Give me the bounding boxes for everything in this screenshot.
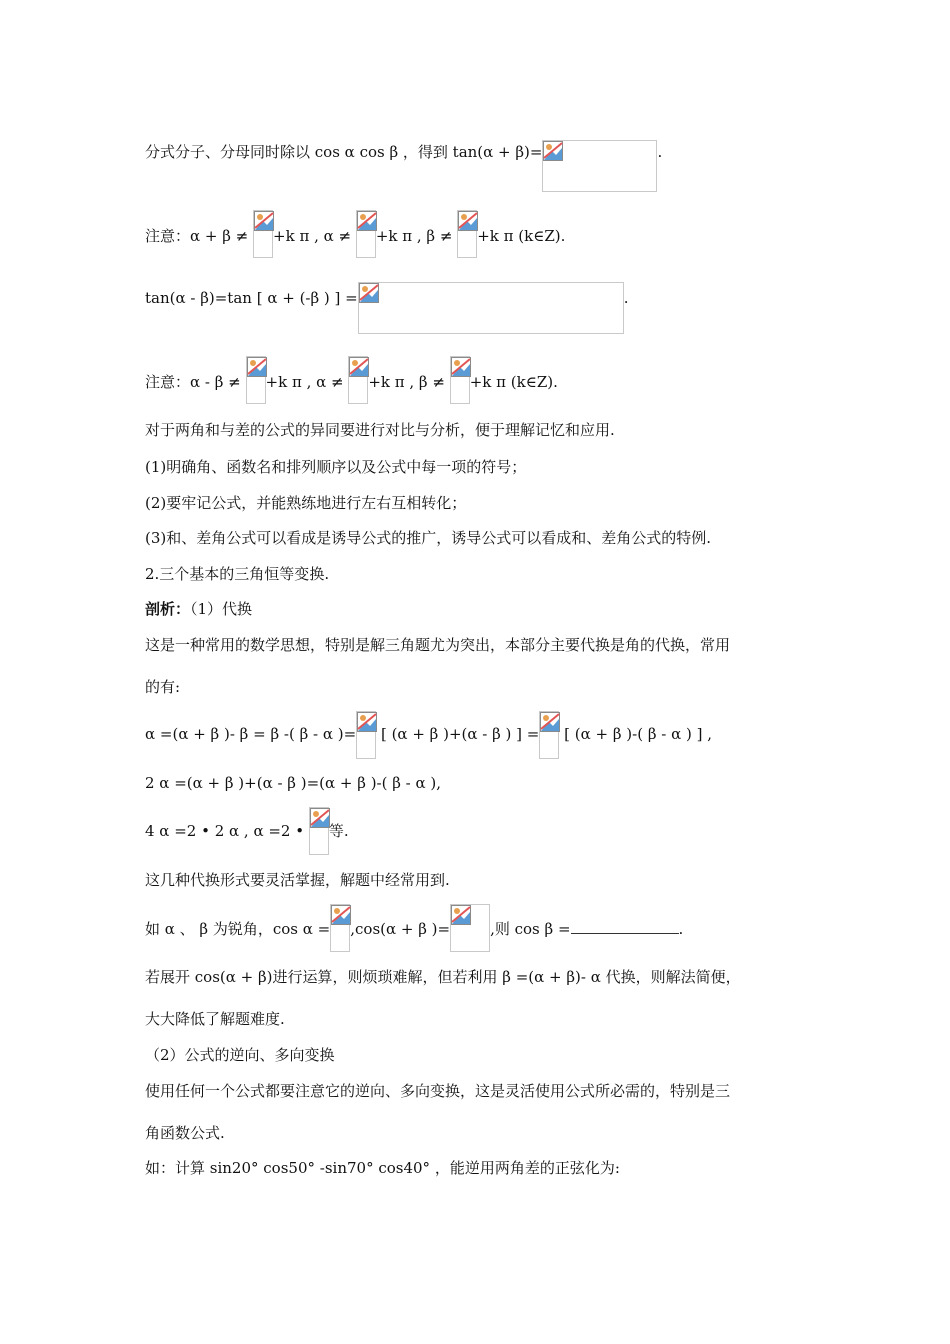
text-segment: [ (α + β )-( β - α ) ] , — [559, 725, 712, 743]
broken-image-icon — [451, 905, 471, 925]
text-line-4 — [145, 370, 558, 394]
text-line-9: 2.三个基本的三角恒等变换. — [145, 565, 330, 583]
broken-image-icon — [357, 712, 377, 732]
text-segment: 如 α 、 β 为锐角，cos α = — [145, 920, 331, 938]
formula-image — [330, 904, 350, 952]
text-line-1 — [145, 140, 662, 164]
text-line-11: 这是一种常用的数学思想，特别是解三角题尤为突出，本部分主要代换是角的代换，常用 — [145, 636, 731, 654]
text-segment: ,则 cos β = — [490, 920, 571, 938]
text-line-16: 这几种代换形式要灵活掌握，解题中经常用到. — [145, 871, 450, 889]
text-line-5: 对于两角和与差的公式的异同要进行对比与分析，便于理解记忆和应用. — [145, 421, 615, 439]
text-segment: +k π (k∈Z). — [469, 373, 558, 391]
text-segment: 注意：α - β ≠ — [145, 373, 246, 391]
formula-image — [356, 210, 376, 258]
broken-image-icon — [331, 905, 351, 925]
text-line-14: 2 α =(α + β )+(α - β )=(α + β )-( β - α ), — [145, 774, 442, 792]
text-line-20: （2）公式的逆向、多向变换 — [145, 1046, 335, 1064]
text-line-19: 大大降低了解题难度. — [145, 1010, 285, 1028]
text-segment: . — [623, 289, 629, 307]
text-segment: α =(α + β )- β = β -( β - α )= — [145, 725, 357, 743]
broken-image-icon — [254, 211, 274, 231]
formula-image — [450, 904, 490, 952]
text-line-10 — [145, 597, 252, 621]
text-line-6: (1)明确角、函数名和排列顺序以及公式中每一项的符号； — [145, 458, 527, 476]
text-segment: [ (α + β )+(α - β ) ] = — [376, 725, 540, 743]
text-line-18: 若展开 cos(α + β)进行运算，则烦琐难解，但若利用 β =(α + β)- α 代换，则解法简便， — [145, 968, 741, 986]
text-segment: tan(α - β)=tan [ α + (-β ) ] = — [145, 289, 358, 307]
broken-image-icon — [349, 357, 369, 377]
formula-image — [356, 711, 376, 759]
text-line-12: 的有: — [145, 678, 181, 696]
broken-image-icon — [247, 357, 267, 377]
broken-image-icon — [543, 141, 563, 161]
formula-image — [246, 356, 266, 404]
broken-image-icon — [458, 211, 478, 231]
formula-image — [542, 140, 657, 192]
text-line-15 — [145, 819, 349, 843]
text-line-21: 使用任何一个公式都要注意它的逆向、多向变换，这是灵活使用公式所必需的，特别是三 — [145, 1082, 731, 1100]
broken-image-icon — [540, 712, 560, 732]
text-line-23: 如：计算 sin20° cos50° -sin70° cos40° ，能逆用两角差的正弦化为: — [145, 1159, 620, 1177]
text-segment: （1）代换 — [190, 600, 253, 618]
text-segment: +k π , α ≠ — [273, 227, 356, 245]
answer-blank — [571, 917, 679, 934]
formula-image — [539, 711, 559, 759]
text-line-7: (2)要牢记公式，并能熟练地进行左右互相转化； — [145, 494, 467, 512]
text-line-17 — [145, 917, 683, 941]
formula-image — [309, 807, 329, 855]
text-segment: ,cos(α + β )= — [350, 920, 451, 938]
broken-image-icon — [357, 211, 377, 231]
text-segment: 4 α =2 • 2 α , α =2 • — [145, 822, 309, 840]
text-segment: +k π , β ≠ — [368, 373, 450, 391]
formula-image — [450, 356, 470, 404]
text-line-3 — [145, 286, 629, 310]
text-segment: +k π , β ≠ — [375, 227, 458, 245]
broken-image-icon — [451, 357, 471, 377]
text-line-2 — [145, 224, 565, 248]
text-segment: +k π , α ≠ — [265, 373, 349, 391]
text-segment: 等. — [328, 822, 349, 840]
text-segment: +k π (k∈Z). — [477, 227, 566, 245]
text-segment: 分式分子、分母同时除以 cos α cos β ，得到 tan(α + β)= — [145, 143, 543, 161]
formula-image — [253, 210, 273, 258]
broken-image-icon — [310, 808, 330, 828]
formula-image — [348, 356, 368, 404]
broken-image-icon — [359, 283, 379, 303]
text-line-22: 角函数公式. — [145, 1124, 225, 1142]
text-segment: . — [678, 920, 684, 938]
analysis-label: 剖析： — [145, 600, 191, 618]
text-segment: . — [657, 143, 663, 161]
text-segment: 注意：α + β ≠ — [145, 227, 254, 245]
formula-image — [457, 210, 477, 258]
formula-image — [358, 282, 624, 334]
text-line-13 — [145, 722, 712, 746]
text-line-8: (3)和、差角公式可以看成是诱导公式的推广，诱导公式可以看成和、差角公式的特例. — [145, 529, 712, 547]
